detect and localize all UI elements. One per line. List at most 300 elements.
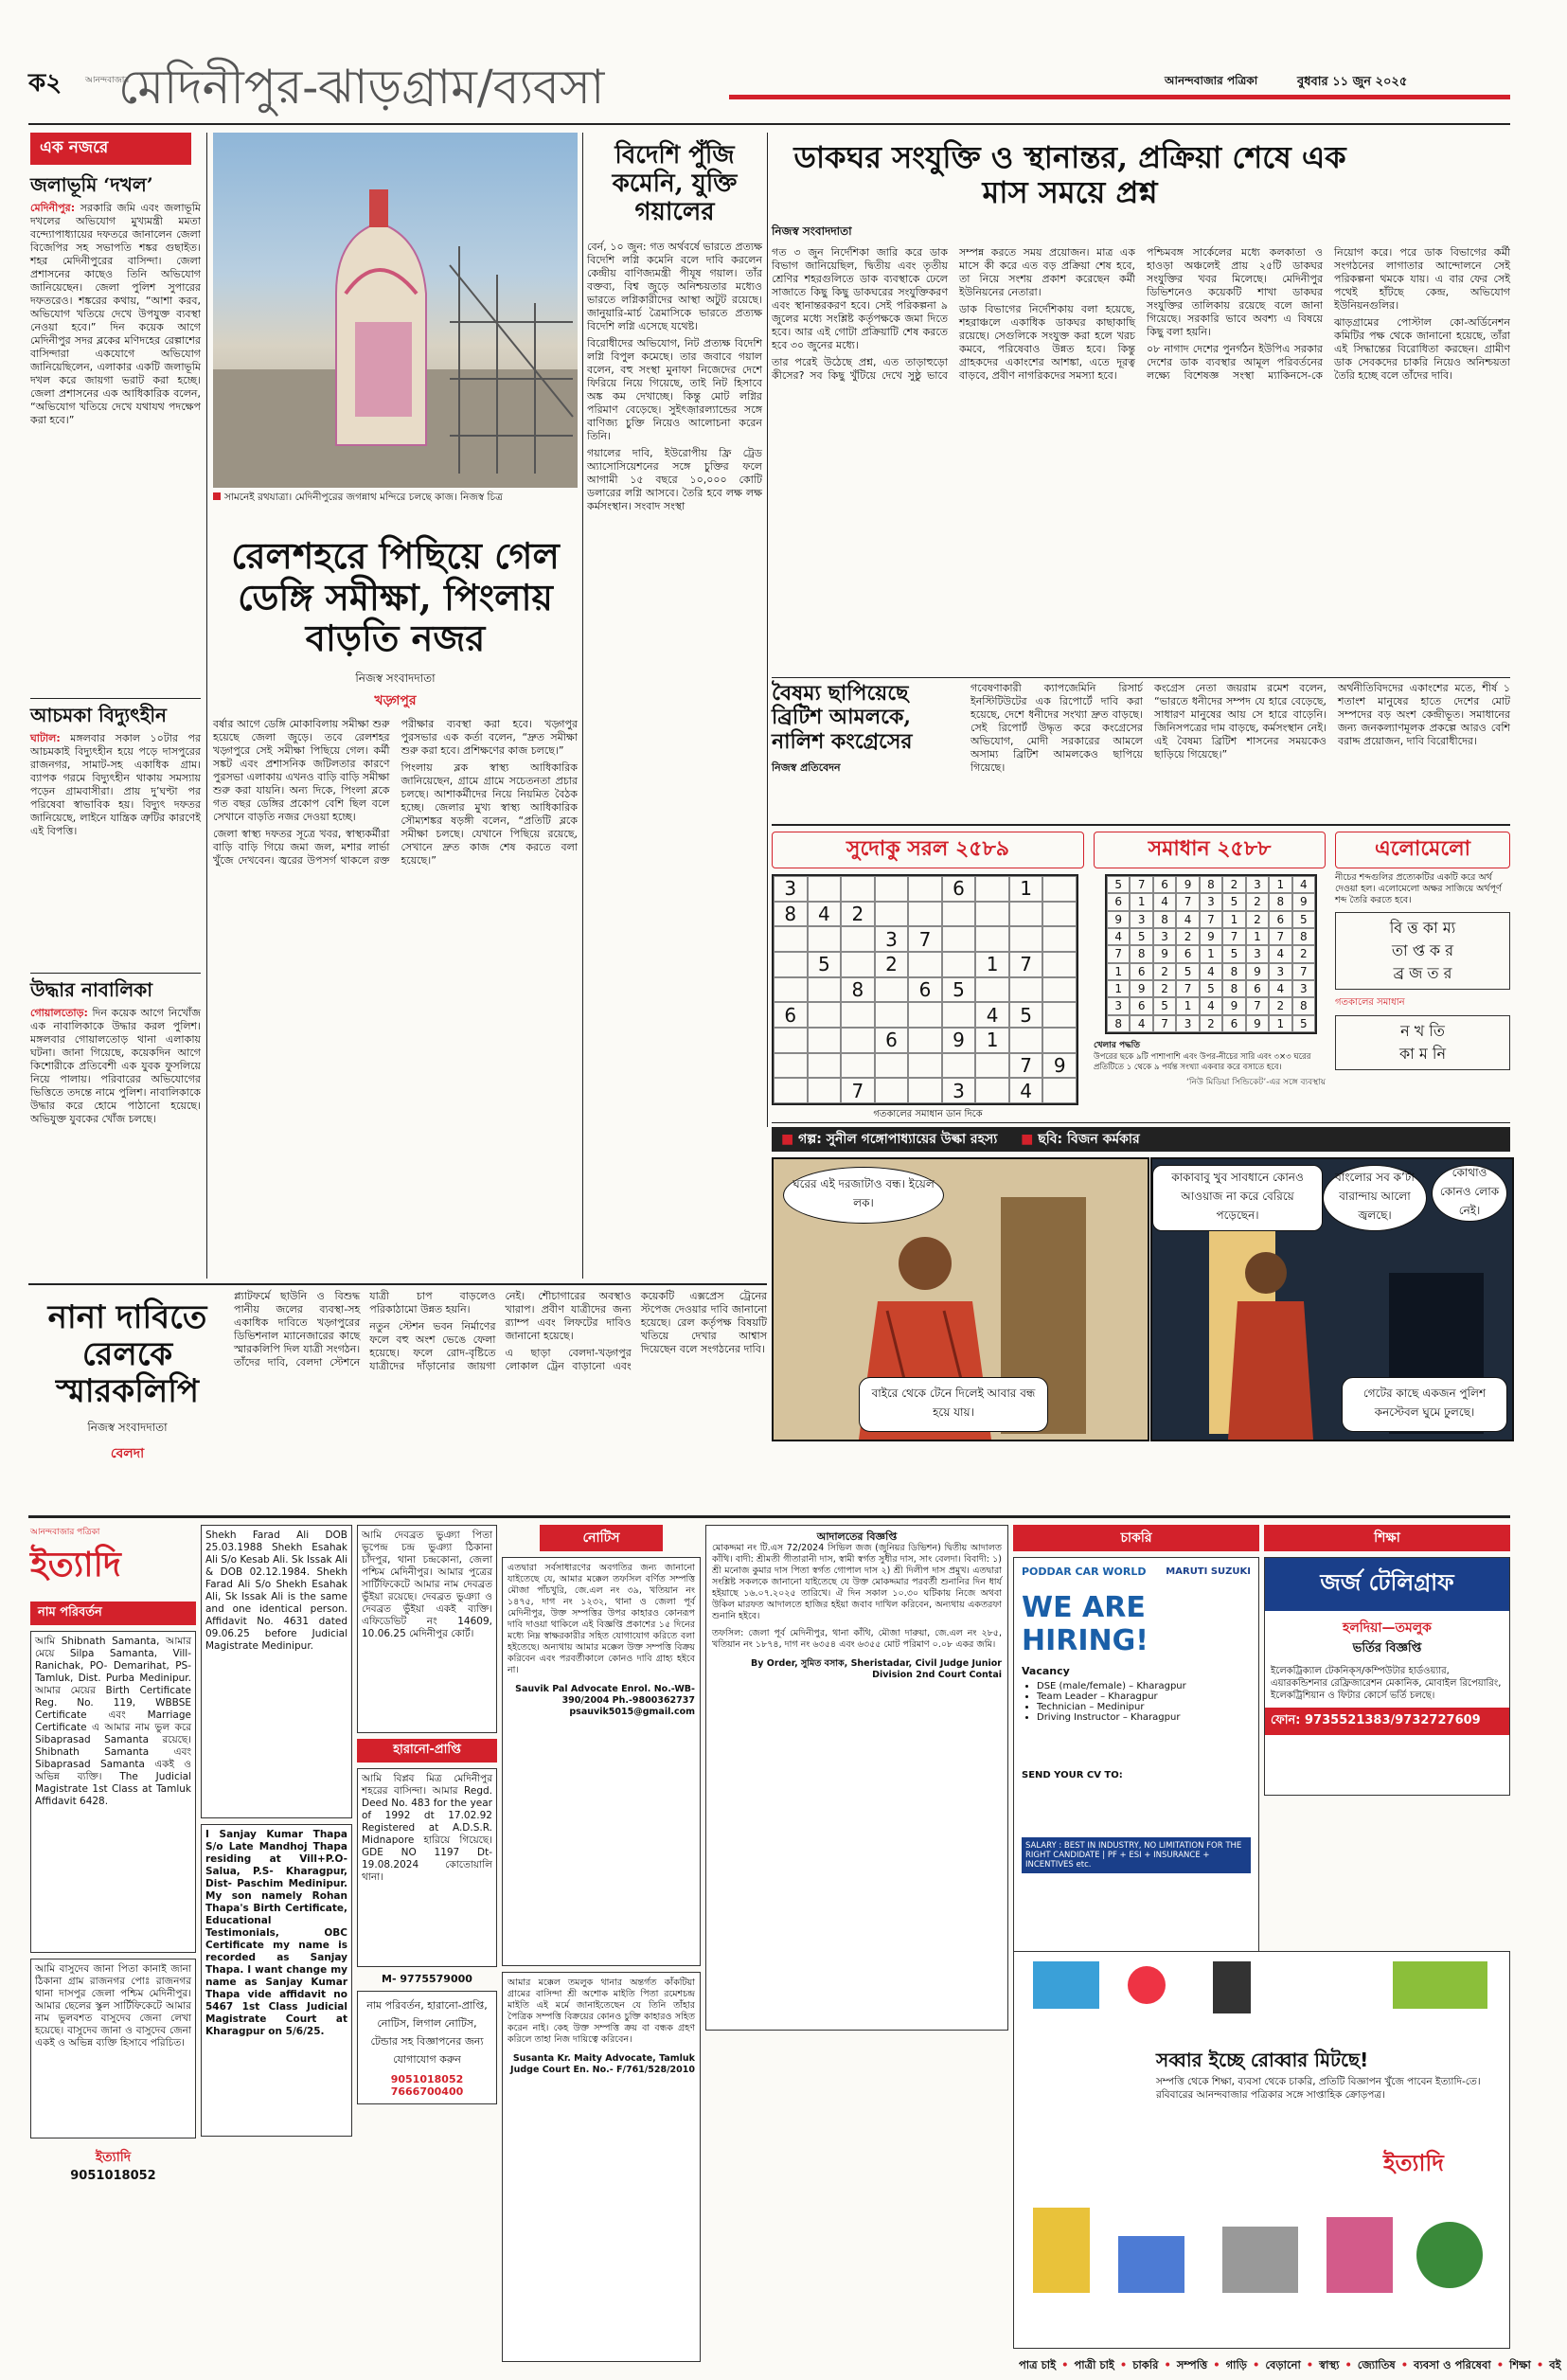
jumble-line: ন খ তি <box>1400 1022 1445 1040</box>
paragraph: বর্ষার আগে ডেঙ্গি মোকাবিলায় সমীক্ষা শুরু হয়েছে জেলা জুড়ে। তবে রেলশহর খড়্গপুরে সেই সমীক্ষা পিছিয়ে গেল। কর্মী সঙ্কট এবং প্রশাসনিক জটিলতার কারণে পুরসভা এলাকায় এখনও বাড়ি বাড়ি সমীক্ষা শুরু করা যায়নি। অন্য দিকে, পিংলা ব্লকে গত বছর ডেঙ্গির প্রকোপ বেশি ছিল বলে সেখানে বাড়তি নজর দেওয়া হচ্ছে। <box>213 718 390 824</box>
solution-cell: 4 <box>1107 928 1130 945</box>
classified-ad: আমি দেবব্রত ভুঞ্যা পিতা ভূপেন্দ্র চন্দ্র ভুঞ্যা ঠিকানা চাঁদপুর, থানা চন্দ্রকোনা, জেলা পশ্চিম মেদিনীপুর। আমার পুত্রের সার্টিফিকেটে আমার নাম দেবব্রত ভুঁইয়া রয়েছে। দেবব্রত ভুঞ্যা ও দেবব্রত ভুঁইয়া একই ব্যক্তি। এফিডেভিট নং 14609, 10.06.25 মেদিনীপুর কোর্ট। <box>357 1525 497 1733</box>
brand-name: MARUTI SUZUKI <box>1166 1566 1251 1577</box>
solution-cell: 1 <box>1222 911 1245 928</box>
comic-header: ■ গল্প: সুনীল গঙ্গোপাধ্যায়ের উল্কা রহস্য ■ ছবি: বিজন কর্মকার <box>772 1127 1510 1152</box>
column-rule <box>206 133 207 1279</box>
sudoku-cell: 7 <box>1009 1053 1043 1079</box>
sudoku-cell: 7 <box>841 1078 875 1103</box>
sudoku-cell: 2 <box>841 902 875 927</box>
court-text: মোকদ্দমা নং টি.এস 72/2024 সিভিল জজ (জুনিয়র ডিভিশন) দ্বিতীয় আদালত কাঁথি। বাদী: শ্রীমতী গীতারানী দাস, স্বামী স্বর্গত সুধীর দাস, সাং বেলদা। বিবাদী: ১) শ্রী মনোজ কুমার দাস পিতা স্বর্গত গোপাল দাস ২) শ্রী দিলীপ দাস প্রমুখ। এতদ্বারা সংশ্লিষ্ট সকলকে জানানো যাইতেছে যে উক্ত মোকদ্দমার পরবর্তী শুনানির দিন ধার্য হইয়াছে ১৬.০৭.২০২৫ তারিখে। ঐ দিন সকাল ১০.৩০ ঘটিকায় নিজে অথবা উকিল মারফত আদালতে হাজির হইয়া জবাব দাখিল করিবেন, অন্যথায় একতরফা শুনানি হইবে। <box>712 1543 1002 1621</box>
jumble-line: বি ত্ত কা ম্য <box>1389 919 1456 937</box>
solution-cell: 8 <box>1107 1015 1130 1032</box>
comic-title: গল্প: সুনীল গঙ্গোপাধ্যায়ের উল্কা রহস্য <box>798 1132 998 1147</box>
court-heading: আদালতের বিজ্ঞপ্তি <box>816 1530 898 1543</box>
sudoku-cell: 8 <box>774 902 808 927</box>
solution-cell: 4 <box>1200 963 1222 980</box>
sudoku-cell <box>808 1053 842 1079</box>
solution-cell: 9 <box>1222 997 1245 1014</box>
brief-text: দিন কয়েক আগে নিখোঁজ এক নাবালিকাকে উদ্ধার করল পুলিশ। মঙ্গলবার গোয়ালতোড় থানা এলাকায় ঘটনা। জানা গিয়েছে, কয়েকদিন আগে কিশোরীকে প্রতিবেশী এক যুবক ফুসলিয়ে নিয়ে পালায়। পরিবারের অভিযোগের ভিত্তিতে তদন্তে নামে পুলিশ। নাবালিকাকে উদ্ধার করে হোমে পাঠানো হয়েছে। অভিযুক্ত যুবকের খোঁজ চলছে। <box>30 1007 202 1125</box>
sudoku-cell: 4 <box>808 902 842 927</box>
solution-cell: 1 <box>1107 963 1130 980</box>
phone-label: ফোন: <box>1271 1713 1301 1727</box>
solution-cell: 6 <box>1130 963 1152 980</box>
sudoku-cell <box>908 1078 942 1103</box>
solution-cell: 7 <box>1176 893 1199 910</box>
category-separator: • <box>1536 2358 1544 2371</box>
paragraph: নতুন স্টেশন ভবন নির্মাণের ফলে বহু অংশ ভেঙে ফেলা হয়েছে। ফলে রোদ-বৃষ্টিতে যাত্রীদের দাঁড়ানোর জায়গা নেই। শৌচাগারের অবস্থাও খারাপ। প্রবীণ যাত্রীদের জন্য র‍্যাম্প এবং লিফটের দাবিও জানানো হয়েছে। <box>369 1290 632 1372</box>
sudoku-cell <box>1009 1028 1043 1053</box>
court-notice <box>705 1525 1008 2349</box>
rail-body <box>234 1290 767 1512</box>
brief-title: আচমকা বিদ্যুৎহীন <box>30 704 167 726</box>
itadi-footer-logo: ইত্যাদি <box>95 2150 132 2165</box>
notice-ad <box>502 1972 701 2362</box>
sudoku-cell: 3 <box>942 1078 976 1103</box>
sudoku-cell <box>875 977 909 1003</box>
rail-place: বেলদা <box>110 1446 145 1462</box>
section-rule <box>28 1283 767 1285</box>
solution-cell: 7 <box>1200 911 1222 928</box>
court-schedule: তফসিল: জেলা পূর্ব মেদিনীপুর, থানা কাঁথি, মৌজা দারুয়া, জে.এল নং ২৮৫, খতিয়ান নং ১৮৭৪, দাগ নং ৬৩৫৪ এবং ৬৩৫৫ মোট পরিমাণ ০.০৮ একর জমি। <box>712 1628 1002 1650</box>
solution-cell: 7 <box>1176 980 1199 997</box>
solution-cell: 7 <box>1222 928 1245 945</box>
promo-body: সম্পত্তি থেকে শিক্ষা, ব্যবসা থেকে চাকরি, প্রতিটি বিজ্ঞাপন খুঁজে পাবেন ইত্যাদি-তে। রবিবারের আনন্দবাজার পত্রিকার সঙ্গে সাপ্তাহিক ক্রোড়পত্র। <box>1156 2076 1481 2101</box>
foreign-headline: বিদেশি পুঁজি কমেনি, যুক্তি গয়ালের <box>612 141 738 226</box>
education-ad <box>1264 1557 1510 1796</box>
sudoku-cell <box>1009 902 1043 927</box>
solution-cell: 5 <box>1200 980 1222 997</box>
dengue-body <box>213 718 578 1248</box>
sudoku-cell <box>808 876 842 902</box>
brief-place: ঘাটাল: <box>30 732 61 744</box>
sudoku-cell <box>808 926 842 952</box>
rail-byline: নিজস্ব সংবাদদাতা <box>87 1421 168 1435</box>
solution-cell: 2 <box>1153 963 1176 980</box>
sudoku-cell <box>908 1053 942 1079</box>
sudoku-cell <box>942 1053 976 1079</box>
solution-cell: 8 <box>1222 963 1245 980</box>
vacancy-list <box>1022 1681 1251 1723</box>
paragraph: পিংলায় ব্লক স্বাস্থ্য আধিকারিক জানিয়েছেন, গ্রামে গ্রামে সচেতনতা প্রচার চলছে। আশাকর্মীদের নিয়ে নিয়মিত বৈঠক হচ্ছে। জেলার মুখ্য স্বাস্থ্য আধিকারিক সৌম্যশঙ্কর ষড়ঙ্গী বলেন, “প্রতিটি ব্লকে সমীক্ষা চলছে। যেখানে পিছিয়ে রয়েছে, সেখানে দ্রুত কাজ শেষ করতে বলা হয়েছে।” <box>401 761 578 868</box>
paragraph: এ ছাড়া বেলদা-খড়্গপুর লোকাল ট্রেন বাড়ানো এবং কয়েকটি এক্সপ্রেস ট্রেনের স্টপেজ দেওয়ার দাবি জানানো হয়েছে। রেল কর্তৃপক্ষ বিষয়টি খতিয়ে দেখার আশ্বাস দিয়েছেন বলে সংগঠনের দাবি। <box>505 1290 767 1372</box>
education-label: শিক্ষা <box>1264 1525 1510 1551</box>
sudoku-cell <box>942 1002 976 1028</box>
category-separator: • <box>1119 2358 1128 2371</box>
sudoku-cell: 1 <box>975 1028 1009 1053</box>
category-item[interactable]: ব্যবসা ও পরিষেবা <box>1414 2358 1491 2371</box>
solution-cell: 9 <box>1107 911 1130 928</box>
sudoku-cell <box>875 1078 909 1103</box>
sudoku-cell <box>975 1078 1009 1103</box>
ad-phone[interactable]: 9051018052 <box>390 2073 464 2085</box>
solution-cell: 5 <box>1222 945 1245 962</box>
masthead <box>28 52 1510 123</box>
section-rule <box>772 824 1510 826</box>
classified-ad: আমি বিপ্লব মিত্র মেদিনীপুর শহরের বাসিন্দা। আমার Regd. Deed No. 483 for the year of 1992 dt 17.02.92 Registered at A.D.S.R. Midnapore হারিয়ে গিয়েছে। GDE NO 1197 Dt- 19.08.2024 কোতোয়ালি থানা। <box>357 1768 497 1967</box>
solution-cell: 5 <box>1130 928 1152 945</box>
sudoku-cell <box>774 952 808 977</box>
brief-body <box>30 732 201 969</box>
sudoku-cell <box>1009 926 1043 952</box>
divider <box>30 698 201 699</box>
category-separator: • <box>1164 2358 1171 2371</box>
notice-signature: Susanta Kr. Maity Advocate, Tamluk Judge Court En. No.- F/761/528/2010 <box>510 2053 695 2075</box>
category-item[interactable]: স্বাস্থ্য <box>1319 2358 1340 2371</box>
sudoku-cell <box>975 1053 1009 1079</box>
photo-caption-text: সামনেই রথযাত্রা। মেদিনীপুরের জগন্নাথ মন্দিরে চলছে কাজ। নিজস্ব চিত্র <box>224 492 503 503</box>
sudoku-cell: 6 <box>908 977 942 1003</box>
solution-cell: 5 <box>1292 1015 1315 1032</box>
solution-cell: 3 <box>1292 980 1315 997</box>
ad-contact-box <box>357 1991 497 2104</box>
solution-cell: 3 <box>1153 928 1176 945</box>
solution-cell: 5 <box>1107 876 1130 893</box>
brief-title: জলাভূমি ‘দখল’ <box>30 173 153 196</box>
notice-ad <box>502 1557 701 1966</box>
ad-mobile[interactable]: M- 9775579000 <box>382 1973 472 1985</box>
column-rule <box>582 133 583 1279</box>
rail-head-box <box>30 1290 224 1512</box>
sudoku-cell <box>975 926 1009 952</box>
sudoku-cell: 1 <box>975 952 1009 977</box>
education-section <box>1264 1525 1510 1946</box>
paragraph: গয়ালের দাবি, ইউরোপীয় ফ্রি ট্রেড অ্যাসোসিয়েশনের সঙ্গে চুক্তির ফলে আগামী ১৫ বছরে ১০,০০০ কোটি ডলারের লগ্নি আসবে। তৈরি হবে লক্ষ লক্ষ কর্মসংস্থান। সংবাদ সংস্থা <box>587 446 762 512</box>
sudoku-cell: 7 <box>1009 952 1043 977</box>
sudoku <box>772 832 1084 1119</box>
paragraph: প্ল্যাটফর্মে ছাউনি ও বিশুদ্ধ পানীয় জলের ব্যবস্থা-সহ একাধিক দাবিতে খড়্গপুরের ডিভিশনাল ম্যানেজারের কাছে স্মারকলিপি দিল যাত্রী সংগঠন। তাঁদের দাবি, বেলদা স্টেশনে যাত্রী চাপ বাড়লেও পরিকাঠামো উন্নত হয়নি। <box>234 1290 496 1369</box>
sudoku-cell <box>774 977 808 1003</box>
puzzle-credit: ‘নিউ মিডিয়া সিন্ডিকেট’-এর সঙ্গে ব্যবস্থায় <box>1186 1078 1326 1087</box>
sudoku-cell <box>774 1078 808 1103</box>
solution-cell: 4 <box>1130 1015 1152 1032</box>
salary-strip: SALARY : BEST IN INDUSTRY, NO LIMITATION FOR THE RIGHT CANDIDATE | PF + ESI + INSURANCE + INCENTIVES etc. <box>1022 1837 1251 1873</box>
notice-signature: Sauvik Pal Advocate Enrol. No.-WB-390/2004 Ph.-9800362737 psauvik5015@gmail.com <box>515 1684 695 1717</box>
solution-cell: 6 <box>1246 980 1269 997</box>
divider <box>30 973 201 974</box>
category-separator: • <box>1306 2358 1314 2371</box>
paragraph: বিরোধীদের অভিযোগ, নিট প্রত্যক্ষ বিদেশি লগ্নি বিপুল কমেছে। তার জবাবে গয়াল বলেন, বহু সংস্থা মুনাফা নিজেদের দেশে ফিরিয়ে নিয়ে গিয়েছে, তাই নিট হিসাবে অঙ্ক কম দেখাচ্ছে। কিন্তু মোট লগ্নির পরিমাণ বেড়েছে। সুইৎজ়ারল্যান্ডের সঙ্গে বাণিজ্য চুক্তি নিয়েও আলোচনা করেন তিনি। <box>587 336 762 442</box>
solution-cell: 6 <box>1130 997 1152 1014</box>
classifieds-col-3 <box>357 1525 497 2349</box>
temple-photo <box>213 133 578 488</box>
sudoku-cell <box>1042 1002 1077 1028</box>
solution-cell: 3 <box>1246 945 1269 962</box>
sudoku-cell: 6 <box>774 1002 808 1028</box>
sudoku-cell: 3 <box>774 876 808 902</box>
admission-label: ভর্তির বিজ্ঞপ্তি <box>1352 1641 1422 1655</box>
college-name: জর্জ টেলিগ্রাফ <box>1265 1558 1509 1611</box>
ad-phone[interactable]: 7666700400 <box>390 2085 464 2098</box>
solution-cell: 4 <box>1269 945 1291 962</box>
sudoku-cell <box>808 1078 842 1103</box>
section-rule <box>28 1515 1510 1518</box>
solution-cell: 3 <box>1269 963 1291 980</box>
solution-cell: 4 <box>1292 876 1315 893</box>
paragraph: ০৮ নাগাদ দেশের পুনর্গঠন ইউপিএ সরকার দেশের ডাক ব্যবস্থার আমূল পরিবর্তনের লক্ষ্যে বিশেষজ্ঞ সংস্থা ম্যাকিনসে-কে নিয়োগ করে। পরে ডাক বিভাগের কর্মী সংগঠনের লাগাতার আন্দোলনে সেই পরিকল্পনা থমকে যায়। এ বার ফের সেই পথেই হাঁটছে কেন্দ্র, অভিযোগ ইউনিয়নগুলির। <box>1147 245 1510 382</box>
speech-bubble: ঘরের এই দরজাটাও বন্ধ। ইয়েল লক। <box>783 1167 944 1224</box>
name-change-label: নাম পরিবর্তন <box>30 1602 196 1625</box>
sudoku-cell <box>808 1002 842 1028</box>
classified-ad: আমি Shibnath Samanta, আমার মেয়ে Silpa Samanta, Vill- Ranichak, PO- Demarihat, PS- Tamluk, Dist. Purba Medinipur. আমার মেয়ের Birth Certificate Reg. No. 119, WBBSE Certificate এবং Marriage Certificate এ আমার নাম ভুল করে Sibaprasad Samanta রয়েছে। Shibnath Samanta এবং Sibaprasad Samanta একই ও অভিন্ন ব্যক্তি। The Judicial Magistrate 1st Class at Tamluk Affidavit 6428. <box>30 1631 196 1953</box>
sudoku-title: সুদোকু সরল ২৫৮৯ <box>772 832 1084 868</box>
sudoku-cell <box>1042 977 1077 1003</box>
dakghar-byline: নিজস্ব সংবাদদাতা <box>772 224 852 238</box>
sudoku-cell <box>1009 977 1043 1003</box>
solution-cell: 2 <box>1246 911 1269 928</box>
brief-body <box>30 1007 201 1291</box>
solution-cell: 5 <box>1176 963 1199 980</box>
category-item[interactable]: গাড়ি <box>1225 2358 1247 2371</box>
brief-place: মেদিনীপুর: <box>30 202 76 214</box>
dakghar-body <box>772 246 1510 691</box>
sudoku-cell: 4 <box>975 1002 1009 1028</box>
solution-cell: 3 <box>1246 876 1269 893</box>
solution-cell: 2 <box>1176 928 1199 945</box>
sudoku-cell <box>908 876 942 902</box>
paragraph: ঝাড়গ্রামের পোস্টাল কো-অর্ডিনেশন কমিটির পক্ষ থেকে জানানো হয়েছে, তাঁরা এই সিদ্ধান্তের বিরোধিতা করছেন। গ্রামীণ ডাক সেবকদের চাকরি নিয়েও অনিশ্চয়তা তৈরি হচ্ছে বলে তাঁদের দাবি। <box>1334 315 1510 382</box>
sudoku-cell <box>1042 952 1077 977</box>
page-number: ক২ <box>28 69 62 98</box>
phone-numbers[interactable]: 9735521383/9732727609 <box>1305 1713 1481 1727</box>
jobs-section <box>1013 1525 1259 1946</box>
sudoku-cell: 1 <box>1009 876 1043 902</box>
solution-cell: 8 <box>1200 876 1222 893</box>
sudoku-cell <box>875 902 909 927</box>
comic-panel-1 <box>772 1157 1149 1441</box>
solution-cell: 3 <box>1176 1015 1199 1032</box>
section-rule <box>772 1122 1510 1123</box>
solution-cell: 6 <box>1153 876 1176 893</box>
sudoku-cell <box>1042 1028 1077 1053</box>
solution-cell: 2 <box>1292 945 1315 962</box>
sudoku-cell: 5 <box>808 952 842 977</box>
category-item[interactable]: পাত্রী চাই <box>1074 2358 1114 2371</box>
ek-nazare-label: এক নজরে <box>30 133 191 165</box>
speech-bubble: গেটের কাছে একজন পুলিশ কনস্টেবল ঘুমে ঢুলছে। <box>1342 1377 1507 1432</box>
sudoku-cell <box>875 876 909 902</box>
notice-text: এতদ্বারা সর্বসাধারণের অবগতির জন্য জানানো যাইতেছে যে, আমার মক্কেল তফসিল বর্ণিত সম্পত্তি মৌজা পাঁচখুরি, জে.এল নং ৩৯, খতিয়ান নং ১৪৭৫, দাগ নং ১২৩২, থানা ও জেলা পূর্ব মেদিনীপুর, উক্ত সম্পত্তির উপর কাহারও কোনরূপ দাবি দাওয়া থাকিলে এই বিজ্ঞপ্তি প্রকাশের ১৫ দিনের মধ্যে নিম্ন স্বাক্ষরকারীর সহিত যোগাযোগ করিতে বলা হইতেছে। অন্যথায় আমার মক্কেল উক্ত সম্পত্তি বিক্রয় করিবেন এবং পরবর্তীকালে কোনও দাবি গ্রাহ্য হইবে না। <box>507 1563 695 1675</box>
category-item[interactable]: বই <box>1549 2358 1561 2371</box>
masthead-rule <box>28 123 1510 125</box>
solution-cell: 8 <box>1292 997 1315 1014</box>
brief-body <box>30 202 201 694</box>
category-item[interactable]: শিক্ষা <box>1509 2358 1531 2371</box>
sudoku-cell <box>1042 926 1077 952</box>
category-item[interactable]: পাত্র চাই <box>1019 2358 1057 2371</box>
court-ad <box>705 1525 1008 2031</box>
solution-cell: 1 <box>1269 1015 1291 1032</box>
sudoku-cell <box>1042 876 1077 902</box>
solution-cell: 9 <box>1292 893 1315 910</box>
solution-cell: 6 <box>1107 893 1130 910</box>
itadi-logo: ইত্যাদি <box>30 1545 121 1584</box>
promo-headline: সব্বার ইচ্ছে রোব্বার মিটছে! <box>1156 2049 1369 2071</box>
comic-strip <box>772 1127 1510 1440</box>
sudoku-cell <box>975 977 1009 1003</box>
jobs-ad <box>1013 1557 1259 1953</box>
sudoku-cell <box>808 1028 842 1053</box>
itadi-footer-phone[interactable]: 9051018052 <box>70 2169 156 2183</box>
ad-contact-text: নাম পরিবর্তন, হারানো-প্রাপ্তি, নোটিস, লিগাল নোটিস, টেন্ডার সহ বিজ্ঞাপনের জন্য যোগাযোগ করুন <box>366 1999 488 2066</box>
sudoku-cell: 6 <box>875 1028 909 1053</box>
classifieds-col-2 <box>201 1525 352 2349</box>
sudoku-cell <box>908 902 942 927</box>
sudoku-cell <box>841 1028 875 1053</box>
paragraph: তার পরেই উঠেছে প্রশ্ন, এত তাড়াহুড়ো কীসের? সব কিছু খুঁটিয়ে দেখে সুষ্ঠু ভাবে সম্পন্ন করতে সময় প্রয়োজন। মাত্র এক মাসে কী করে এত বড় প্রক্রিয়া শেষ হবে, তা নিয়ে সংশয় প্রকাশ করেছেন কর্মী ইউনিয়নের নেতারা। <box>772 245 1135 382</box>
photo-caption <box>213 491 578 508</box>
solution-cell: 9 <box>1200 928 1222 945</box>
sudoku-cell <box>908 1002 942 1028</box>
sudoku-solution <box>1094 832 1326 1116</box>
solution-cell: 2 <box>1269 997 1291 1014</box>
category-separator: • <box>1400 2358 1409 2371</box>
sudoku-cell <box>875 1002 909 1028</box>
dakghar-headline: ডাকঘর সংযুক্তি ও স্থানান্তর, প্রক্রিয়া শেষে এক মাস সময়ে প্রশ্ন <box>793 139 1346 210</box>
sudoku-cell: 5 <box>942 977 976 1003</box>
solution-cell: 2 <box>1246 893 1269 910</box>
sudoku-cell <box>841 952 875 977</box>
sudoku-cell: 5 <box>1009 1002 1043 1028</box>
category-separator: • <box>1253 2358 1260 2371</box>
vacancy-label: Vacancy <box>1022 1665 1070 1677</box>
category-item[interactable]: জ্যোতিষ <box>1357 2358 1396 2371</box>
promo-brand: ইত্যাদি <box>1383 2149 1444 2176</box>
solution-cell: 9 <box>1153 945 1176 962</box>
jobs-label: চাকরি <box>1013 1525 1259 1551</box>
sudoku-cell <box>1042 1078 1077 1103</box>
solution-cell: 4 <box>1153 893 1176 910</box>
section-title: মেদিনীপুর-ঝাড়গ্রাম/ব্যবসা <box>118 60 605 115</box>
rail-headline: নানা দাবিতে রেলকে স্মারকলিপি <box>47 1298 207 1411</box>
sudoku-cell <box>1042 902 1077 927</box>
solution-cell: 9 <box>1130 980 1152 997</box>
speech-bubble: কাকাবাবু খুব সাবধানে কোনও আওয়াজ না করে বেরিয়ে পড়েছেন। <box>1152 1165 1323 1231</box>
solution-cell: 2 <box>1200 1015 1222 1032</box>
vacancy-item: • Driving Instructor – Kharagpur <box>1037 1712 1251 1723</box>
solution-cell: 6 <box>1269 911 1291 928</box>
sudoku-cell: 2 <box>875 952 909 977</box>
solution-cell: 1 <box>1269 876 1291 893</box>
brief-text: সরকারি জমি এবং জলাভূমি দখলের অভিযোগ মুখ্যমন্ত্রী মমতা বন্দ্যোপাধ্যায়ের দফতরে জানালেন জেলা বিজেপির সহ সভাপতি শঙ্কর গুছাইত। শহর মেদিনীপুরের বাসিন্দা। জেলা প্রশাসনের কাছেও তিনি অভিযোগ জানিয়েছেন। জেলা পুলিশ সুপারের দফতরেও। শঙ্করের কথায়, “আশা করব, অভিযোগ খতিয়ে দেখে উপযুক্ত ব্যবস্থা নেওয়া হবে।” দিন কয়েক আগে মেদিনীপুর সদর ব্লকের মণিদহের রেল্পাশের বাসিন্দারা একযোগে অভিযোগ জানিয়েছিলেন, এলাকার একটি জলাভূমি দখল করে জায়গা ভরাট করা হচ্ছে। জেলা প্রশাসনের এক আধিকারিক বলেন, “অভিযোগ খতিয়ে দেখে যথাযথ পদক্ষেপ করা হবে।” <box>30 202 201 426</box>
solution-cell: 1 <box>1246 928 1269 945</box>
solution-cell: 5 <box>1153 997 1176 1014</box>
sudoku-cell: 7 <box>908 926 942 952</box>
elomelo-box <box>1335 912 1510 990</box>
solution-cell: 8 <box>1153 911 1176 928</box>
sudoku-cell <box>774 1028 808 1053</box>
dengue-place: খড়্গপুর <box>374 693 417 709</box>
sudoku-cell <box>841 876 875 902</box>
paragraph: অর্থনীতিবিদদের একাংশের মতে, শীর্ষ ১ শতাংশ মানুষের হাতে দেশের মোট সম্পদের বড় অংশ কেন্দ্রীভূত। সমাধানের জন্য জনকল্যাণমূলক প্রকল্পে আরও বেশি বরাদ্দ প্রয়োজন, দাবি বিরোধীদের। <box>1338 682 1510 747</box>
foreign-article <box>587 133 762 1279</box>
dengue-article <box>213 516 578 1279</box>
solution-cell: 1 <box>1130 893 1152 910</box>
elomelo-intro: নীচের শব্দগুলির প্রত্যেকটির একটি করে অর্থ দেওয়া হল। এলোমেলো অক্ষর সাজিয়ে অর্থপূর্ণ শব্দ তৈরি করতে হবে। <box>1335 872 1502 905</box>
sudoku-cell <box>908 952 942 977</box>
sudoku-cell: 9 <box>942 1028 976 1053</box>
paragraph: ডাক বিভাগের নির্দেশিকায় বলা হয়েছে, শহরাঞ্চলে একাধিক ডাকঘর কাছাকাছি রয়েছে। সেগুলিকে সংযুক্ত করা হলে খরচ কমবে, পরিষেবাও উন্নত হবে। কিন্তু গ্রাহকদের একাংশের আশঙ্কা, এতে দূরত্ব বাড়বে, প্রবীণ নাগরিকদের সমস্যা হবে। <box>959 302 1135 382</box>
notice-column <box>502 1525 701 2349</box>
elomelo-answers-label: গতকালের সমাধান <box>1335 997 1405 1008</box>
solution-cell: 7 <box>1107 945 1130 962</box>
classifieds-col-1 <box>30 1525 196 2349</box>
category-item[interactable]: বেড়ানো <box>1265 2358 1301 2371</box>
solution-title: সমাধান ২৫৮৮ <box>1094 832 1326 868</box>
sudoku-cell <box>975 876 1009 902</box>
solution-cell: 4 <box>1269 980 1291 997</box>
paper-logo-small: আনন্দবাজার <box>85 76 130 85</box>
solution-cell: 3 <box>1130 911 1152 928</box>
solution-cell: 9 <box>1246 963 1269 980</box>
british-headline: বৈষম্য ছাপিয়েছে ব্রিটিশ আমলকে, নালিশ কংগ্রেসের <box>772 681 913 754</box>
comic-panel-2 <box>1150 1157 1514 1441</box>
classified-ad: আমি বাসুদেব জানা পিতা কানাই জানা ঠিকানা গ্রাম রাজনগর পোঃ রাজনগর থানা দাসপুর জেলা পশ্চিম মেদিনীপুর। আমার ছেলের স্কুল সার্টিফিকেটে আমার নাম ভুলবশত বাসুদেব জেনা লেখা হয়েছে। বাসুদেব জানা ও বাসুদেব জেনা একই ও অভিন্ন ব্যক্তি হিসাবে পরিচিত। <box>30 1959 196 2138</box>
british-body <box>970 682 1510 819</box>
category-separator: • <box>1061 2358 1069 2371</box>
send-cv: SEND YOUR CV TO: <box>1022 1770 1123 1781</box>
rules-title: খেলার পদ্ধতি <box>1094 1041 1140 1050</box>
solution-cell: 3 <box>1107 997 1130 1014</box>
sudoku-cell: 4 <box>1009 1078 1043 1103</box>
paragraph: কংগ্রেস নেতা জয়রাম রমেশ বলেন, “ভারতে ধনীদের সম্পদ যে হারে বেড়েছে, সাধারণ মানুষের আয় সে হারে বাড়েনি। জিনিসপত্রের দাম বাড়ছে, কর্মসংস্থান নেই। এই বৈষম্য ব্রিটিশ শাসনের সময়কেও ছাড়িয়ে গিয়েছে।” <box>1154 682 1327 761</box>
dengue-byline: নিজস্ব সংবাদদাতা <box>355 671 436 686</box>
paragraph: পশ্চিমবঙ্গ সার্কেলের মধ্যে কলকাতা ও হাওড়া অঞ্চলেই প্রায় ২৫টি ডাকঘর সংযুক্তির খবর মিলেছে। মেদিনীপুর ডিভিশনেও কয়েকটি শাখা ডাকঘর সংযুক্তির তালিকায় রয়েছে বলে জানা গিয়েছে। সরকারি ভাবে অবশ্য এ বিষয়ে কিছু বলা হয়নি। <box>1147 245 1323 338</box>
elomelo <box>1335 832 1510 1116</box>
sudoku-footer: গতকালের সমাধান ডান দিকে <box>873 1109 983 1119</box>
solution-cell: 8 <box>1269 893 1291 910</box>
category-strip <box>1013 2353 1561 2376</box>
category-separator: • <box>1344 2358 1352 2371</box>
comic-artist: ছবি: বিজন কর্মকার <box>1038 1132 1140 1147</box>
sudoku-cell <box>942 902 976 927</box>
elomelo-answer-box <box>1335 1015 1510 1070</box>
paragraph: বের্ন, ১০ জুন: গত অর্থবর্ষে ভারতে প্রত্যক্ষ বিদেশি লগ্নি কমেনি বলে দাবি করলেন কেন্দ্রীয় বাণিজ্যমন্ত্রী পীযূষ গয়াল। তাঁর বক্তব্য, বিশ্ব জুড়ে অনিশ্চয়তার মধ্যেও ভারতে লগ্নিকারীদের আস্থা অটুট রয়েছে। জানুয়ারি-মার্চ ত্রৈমাসিকে ভারতে প্রত্যক্ষ বিদেশি লগ্নি এসেছে যথেষ্ট। <box>587 240 762 332</box>
brief-title: উদ্ধার নাবালিকা <box>30 978 153 1001</box>
solution-cell: 7 <box>1153 1015 1176 1032</box>
solution-cell: 7 <box>1130 876 1152 893</box>
speech-bubble: কোথাও কোনও লোক নেই। <box>1432 1165 1507 1222</box>
speech-bubble: বাইরে থেকে টেনে দিলেই আবার বন্ধ হয়ে যায়। <box>859 1377 1048 1432</box>
lost-found-label: হারানো-প্রাপ্তি <box>357 1739 497 1763</box>
category-separator: • <box>1213 2358 1220 2371</box>
speech-bubble: বাংলোর সব ক’টা বারান্দায় আলো জ্বলছে। <box>1323 1165 1427 1231</box>
classified-ad: I Sanjay Kumar Thapa S/o Late Mandhoj Thapa residing at Vill+P.O- Salua, P.S- Kharagpur, Dist- Paschim Medinipur. My son namely Rohan Thapa's Birth Certificate, Educational Testimonials, OBC Certificate my name is recorded as Sanjay Thapa. I want change my name as Sanjay Kumar Thapa vide affidavit no 5467 1st Class Judicial Magistrate Court at Kharagpur on 5/6/25. <box>201 1824 352 2137</box>
sudoku-cell: 9 <box>1042 1053 1077 1079</box>
solution-cell: 1 <box>1200 945 1222 962</box>
elomelo-title: এলোমেলো <box>1335 832 1510 868</box>
jumble-line: কা ম নি <box>1398 1045 1447 1063</box>
brief-text: মঙ্গলবার সকাল ১০টার পর আচমকাই বিদ্যুৎহীন হয়ে পড়ে দাসপুরের রাজনগর, সামাট-সহ একাধিক গ্রাম। ব্যাপক গরমে বিদ্যুৎহীন থাকায় সমস্যায় পড়েন গ্রামবাসীরা। প্রায় দু’ঘণ্টা পর পরিষেবা স্বাভাবিক হয়। বিদ্যুৎ দফতর জানিয়েছে, লাইনে যান্ত্রিক ত্রুটির কারণেই এই বিপত্তি। <box>30 732 202 837</box>
category-item[interactable]: চাকরি <box>1132 2358 1159 2371</box>
solution-grid <box>1105 874 1317 1034</box>
category-item[interactable]: সম্পত্তি <box>1176 2358 1208 2371</box>
sudoku-cell <box>942 952 976 977</box>
court-sign: By Order, সুমিত বসাক, Sheristadar, Civil Judge Junior Division 2nd Court Contai <box>751 1658 1002 1680</box>
itadi-footer <box>30 2146 196 2183</box>
solution-cell: 1 <box>1107 980 1130 997</box>
solution-cell: 9 <box>1176 876 1199 893</box>
rules-text: উপরের ছকে ৯টি পাশাপাশি এবং উপর-নীচের সারি এবং ৩×৩ ঘরের প্রতিটিতে ১ থেকে ৯ পর্যন্ত সংখ্যা একবার করে বসাতে হবে। <box>1094 1052 1311 1072</box>
jumble-line: ব্র জ ত র <box>1393 964 1452 982</box>
paragraph: গত ৩ জুন নির্দেশিকা জারি করে ডাক বিভাগ জানিয়েছিল, দ্বিতীয় এবং তৃতীয় শ্রেণির শহরগুলিতে ডাক ব্যবস্থাকে ঢেলে সাজাতে কিছু কিছু ডাকঘরের সংযুক্তিকরণ এবং স্থানান্তরকরণ হবে। সেই পরিকল্পনা ৯ জুলের মধ্যে সংশ্লিষ্ট কর্তৃপক্ষকে জমা দিতে হবে। আর এই গোটা প্রক্রিয়াটি শেষ করতে হবে ৩০ জুনের মধ্যে। <box>772 245 948 351</box>
paragraph: জেলা স্বাস্থ্য দফতর সূত্রে খবর, স্বাস্থ্যকর্মীরা বাড়ি বাড়ি গিয়ে জমা জল, মশার লার্ভা খুঁজে দেখবেন। জ্বরের উপসর্গ থাকলে রক্ত পরীক্ষার ব্যবস্থা করা হবে। খড়্গপুর পুরসভার এক কর্তা বলেন, “দ্রুত সমীক্ষা শুরু করা হবে। প্রশিক্ষণের কাজ চলছে।” <box>213 718 578 868</box>
solution-cell: 4 <box>1176 911 1199 928</box>
sudoku-cell <box>841 1002 875 1028</box>
solution-cell: 9 <box>1246 1015 1269 1032</box>
solution-cell: 8 <box>1130 945 1152 962</box>
solution-cell: 4 <box>1200 997 1222 1014</box>
